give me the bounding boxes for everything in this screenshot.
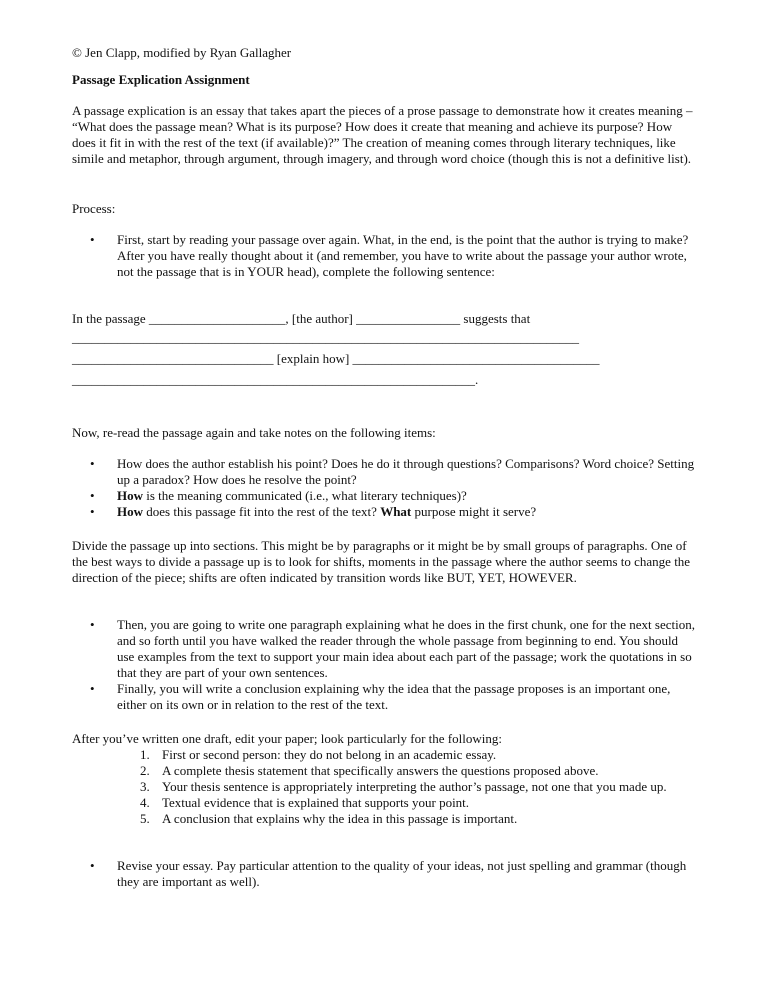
checklist-number: 2. bbox=[140, 763, 150, 778]
fill-line-4: ______________________________________________________________. bbox=[72, 372, 479, 387]
notes-intro: Now, re-read the passage again and take notes on the following items: bbox=[72, 425, 436, 440]
checklist-item bbox=[72, 795, 696, 811]
page-title: Passage Explication Assignment bbox=[72, 72, 250, 87]
checklist-text: A conclusion that explains why the idea in this passage is important. bbox=[162, 811, 518, 826]
notes-item-text: purpose might it serve? bbox=[411, 504, 537, 519]
fill-line-3: _______________________________ [explain how] ______________________________________ bbox=[72, 351, 600, 366]
checklist-item bbox=[72, 811, 696, 827]
checklist-item bbox=[72, 779, 696, 795]
checklist-item bbox=[72, 747, 696, 763]
writing-step-item: • Finally, you will write a conclusion explaining why the idea that the passage proposes is an important one, either on its own or in relation to the rest of the text. bbox=[72, 681, 696, 713]
checklist-number: 4. bbox=[140, 795, 150, 810]
editing-section bbox=[72, 731, 696, 827]
emphasis-how: How bbox=[117, 488, 143, 503]
revise-item: • Revise your essay. Pay particular attention to the quality of your ideas, not just spelling and grammar (though they are important as well). bbox=[72, 858, 696, 890]
emphasis-what: What bbox=[380, 504, 412, 519]
editing-intro: After you’ve written one draft, edit your paper; look particularly for the following: bbox=[72, 731, 502, 746]
notes-item: • How does the author establish his point? Does he do it through questions? Comparisons? Word choice? Setting up a paradox? How does he resolve the point? bbox=[72, 456, 696, 488]
notes-item bbox=[72, 488, 696, 504]
revise-list bbox=[72, 858, 696, 890]
fill-line-1: In the passage _____________________, [the author] ________________ suggests that bbox=[72, 311, 531, 326]
notes-item-text: is the meaning communicated (i.e., what literary techniques)? bbox=[143, 488, 467, 503]
notes-item-text: does this passage fit into the rest of the text? bbox=[143, 504, 381, 519]
emphasis-how: How bbox=[117, 504, 143, 519]
checklist-item bbox=[72, 763, 696, 779]
checklist-text: First or second person: they do not belong in an academic essay. bbox=[162, 747, 497, 762]
notes-item bbox=[72, 504, 696, 520]
checklist-number: 3. bbox=[140, 779, 150, 794]
checklist-number: 5. bbox=[140, 811, 150, 826]
fill-line-2: ______________________________________________________________________________ bbox=[72, 330, 579, 345]
writing-steps-list bbox=[72, 617, 696, 713]
editing-checklist bbox=[72, 747, 696, 827]
first-step-list bbox=[72, 232, 696, 280]
copyright-line: © Jen Clapp, modified by Ryan Gallagher bbox=[72, 45, 292, 60]
process-label: Process: bbox=[72, 201, 116, 216]
fill-in-sentence bbox=[72, 311, 696, 388]
writing-step-item: • Then, you are going to write one paragraph explaining what he does in the first chunk, one for the next section, and so forth until you have walked the reader through the whole passage from beginning to end. You should use examples from the text to support your main idea about each part of the passage; work the quotations in so that they are part of your own sentences. bbox=[72, 617, 696, 681]
checklist-text: Your thesis sentence is appropriately interpreting the author’s passage, not one that you made up. bbox=[162, 779, 667, 794]
notes-list bbox=[72, 456, 696, 520]
first-step-item: • First, start by reading your passage over again. What, in the end, is the point that the author is trying to make? After you have really thought about it (and remember, you have to write about the passage your author wrote, not the passage that is in YOUR head), complete the following sentence: bbox=[72, 232, 696, 280]
divide-paragraph: Divide the passage up into sections. This might be by paragraphs or it might be by small groups of paragraphs. One of the best ways to divide a passage up is to look for shifts, moments in the passage where the author seems to change the direction of the piece; shifts are often indicated by transition words like BUT, YET, HOWEVER. bbox=[72, 538, 691, 585]
checklist-number: 1. bbox=[140, 747, 150, 762]
intro-paragraph: A passage explication is an essay that takes apart the pieces of a prose passage to demonstrate how it creates meaning – “What does the passage mean? What is its purpose? How does it create that meaning and achieve its purpose? How does it fit in with the rest of the text (if available)?” The creation of meaning comes through literary techniques, like simile and metaphor, through argument, through imagery, and through word choice (though this is not a definitive list). bbox=[72, 103, 693, 166]
checklist-text: Textual evidence that is explained that supports your point. bbox=[162, 795, 470, 810]
checklist-text: A complete thesis statement that specifically answers the questions proposed above. bbox=[162, 763, 599, 778]
